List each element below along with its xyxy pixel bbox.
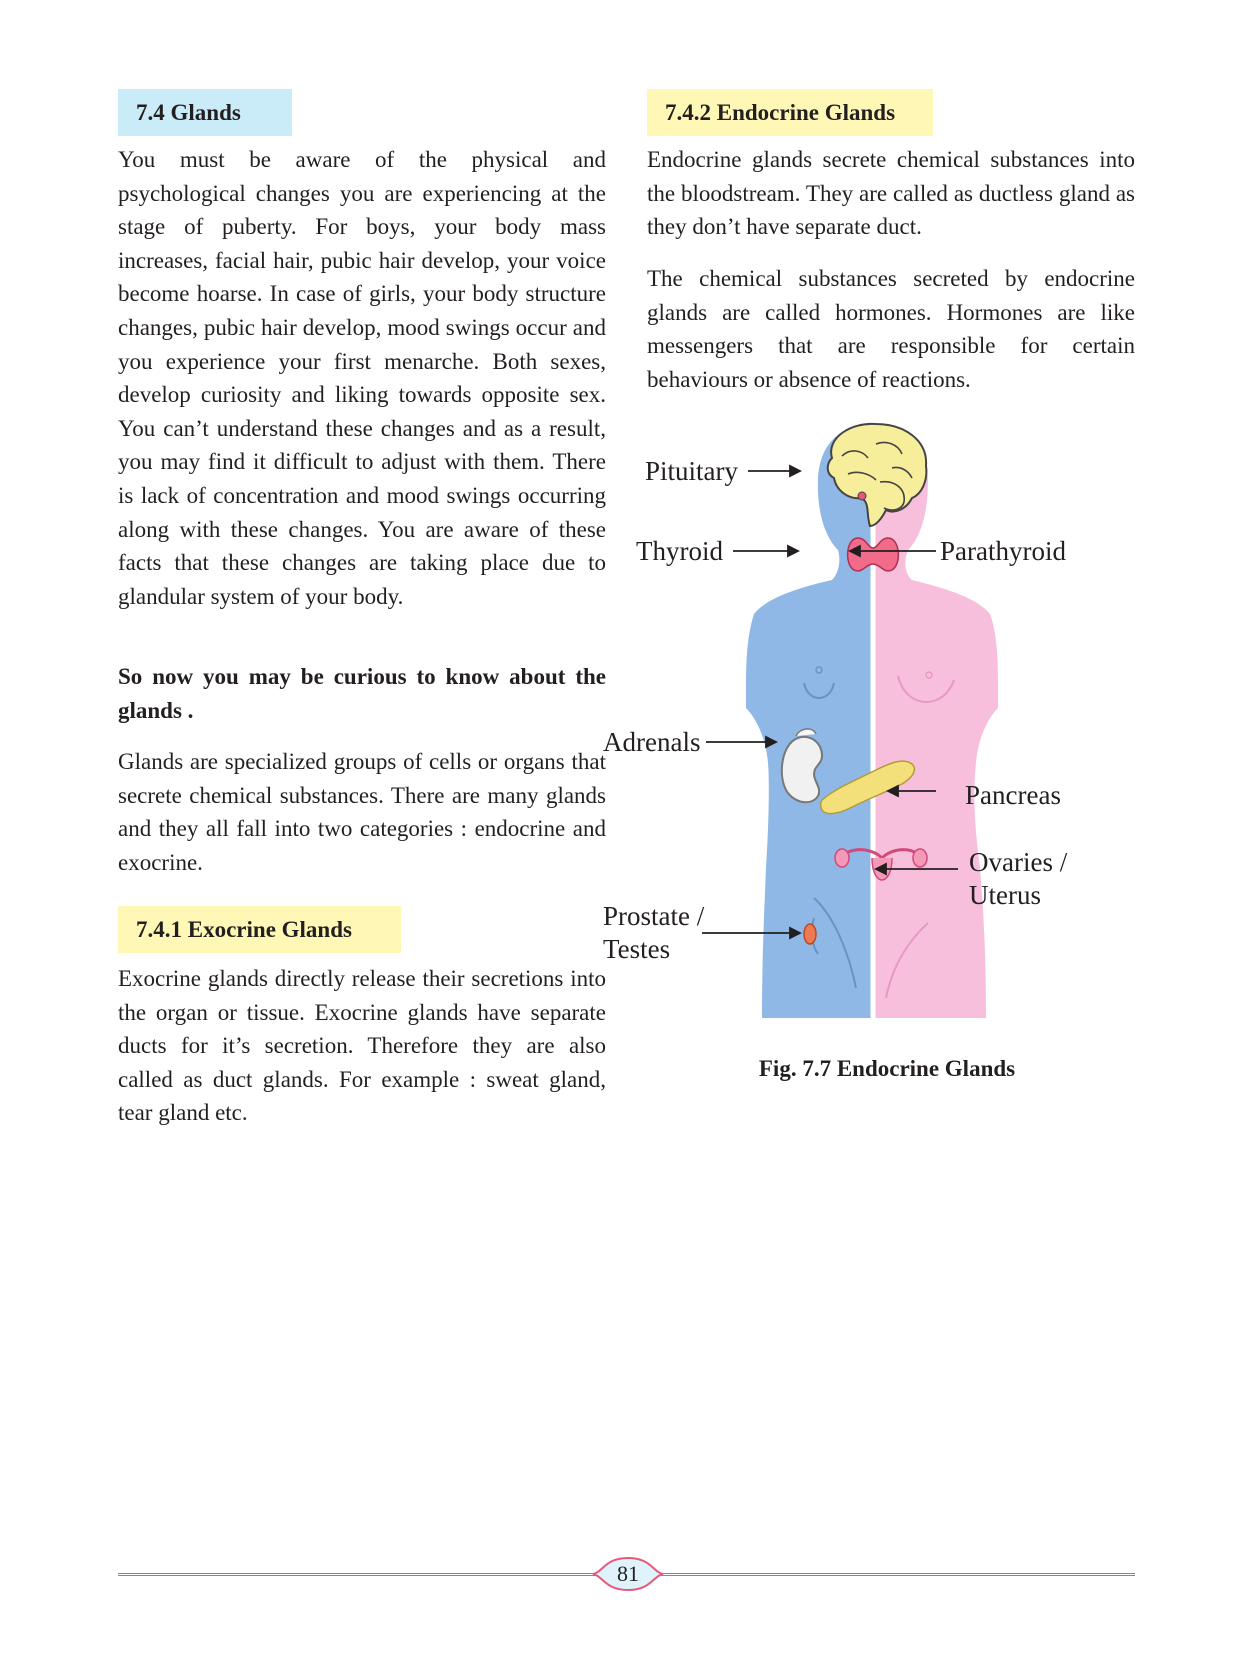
section-heading-glands: 7.4 Glands xyxy=(118,89,292,136)
glands-definition-paragraph: Glands are specialized groups of cells or organs that secrete chemical substances. There are many glands and they all fall into two categories : endocrine and exocrine. xyxy=(118,749,606,875)
label-uterus: Uterus xyxy=(969,880,1041,910)
label-ovaries: Ovaries / xyxy=(969,847,1068,877)
endocrine-glands-figure xyxy=(603,418,1146,1038)
section-heading-exocrine: 7.4.1 Exocrine Glands xyxy=(118,906,401,953)
label-adrenals: Adrenals xyxy=(603,727,701,757)
exocrine-paragraph: Exocrine glands directly release their secretions into the organ or tissue. Exocrine glands have separate ducts for it’s secretion. Therefore they are also called as duct glands. For example : sweat gland, tear gland etc. xyxy=(118,966,606,1126)
endocrine-paragraph-1: Endocrine glands secrete chemical substances into the bloodstream. They are called as ductless gland as they don’t have separate duct. xyxy=(647,147,1135,240)
figure-caption: Fig. 7.7 Endocrine Glands xyxy=(758,1056,1016,1081)
glands-intro-paragraph: You must be aware of the physical and psychological changes you are experiencing at the stage of puberty. For boys, your body mass increases, facial hair, pubic hair develop, your voice become hoarse. In case of girls, your body structure changes, pubic hair develop, mood swings occur and you experience your first menarche. Both sexes, develop curiosity and liking towards opposite sex. You can’t understand these changes and as a result, you may find it difficult to adjust with them. There is lack of concentration and mood swings occurring along with these changes. You are aware of these facts that these changes are taking place due to glandular system of your body. xyxy=(118,147,606,609)
label-thyroid: Thyroid xyxy=(636,536,723,566)
label-testes: Testes xyxy=(603,934,671,964)
label-pancreas: Pancreas xyxy=(965,780,1061,810)
endocrine-paragraph-2: The chemical substances secreted by endocrine glands are called hormones. Hormones are like messengers that are responsible for certain behaviours or absence of reactions. xyxy=(647,266,1135,392)
curious-paragraph: So now you may be curious to know about the glands . xyxy=(118,664,606,723)
label-parathyroid: Parathyroid xyxy=(940,536,1066,566)
page-number: 81 xyxy=(617,1561,639,1586)
body-diagram xyxy=(636,418,1146,1038)
label-prostate: Prostate / xyxy=(603,901,705,931)
section-heading-endocrine: 7.4.2 Endocrine Glands xyxy=(647,89,933,136)
label-pituitary: Pituitary xyxy=(645,456,738,486)
